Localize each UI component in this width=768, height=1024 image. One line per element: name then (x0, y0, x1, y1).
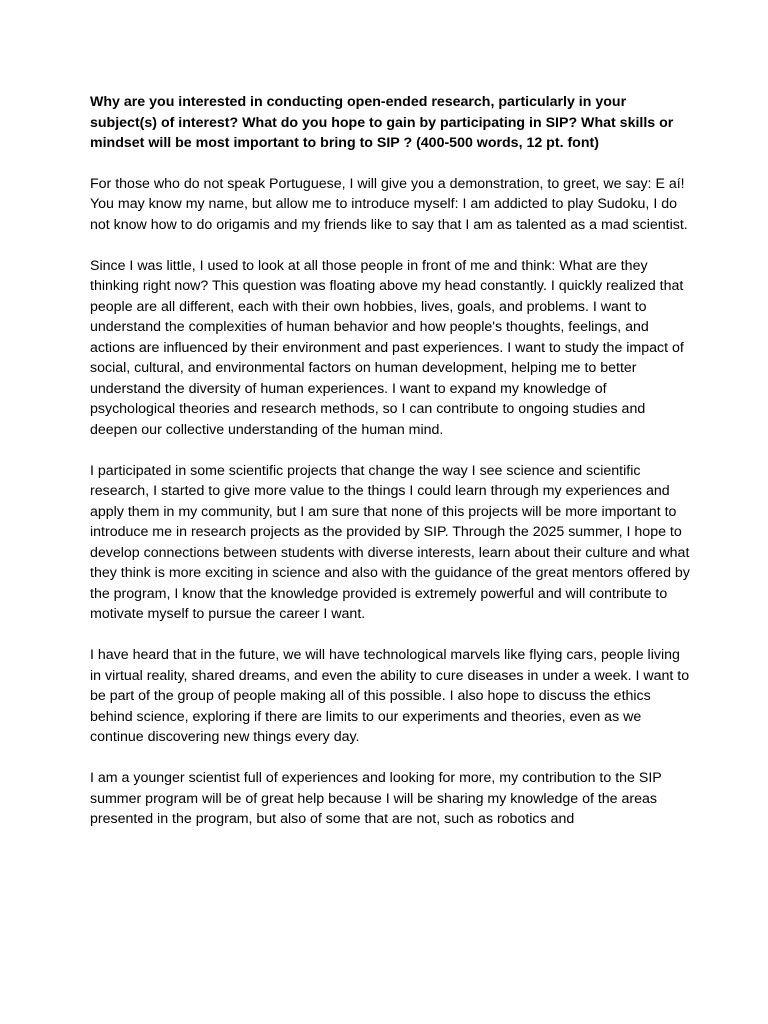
paragraph-intro: For those who do not speak Portuguese, I will give you a demonstration, to greet, we say: E aí! You may know my name, but allow me to introduce myself: I am addicted to play Sudoku, I do not know how to do origamis and my friends like to say that I am as talented as a mad scientist. (90, 175, 688, 233)
document-page (90, 92, 690, 850)
paragraph-future: I have heard that in the future, we will have technological marvels like flying cars, people living in virtual reality, shared dreams, and even the ability to cure diseases in under a week. I want to be part of the group of people making all of this possible. I also hope to discuss the ethics behind science, exploring if there are limits to our experiments and theories, even as we continue discovering new things every day. (90, 647, 690, 745)
essay-prompt: Why are you interested in conducting open-ended research, particularly in your subject(s) of interest? What do you hope to gain by participating in SIP? What skills or mindset will be most important to bring to SIP ? (400-500 words, 12 pt. font) (90, 94, 674, 151)
paragraph-contribution: I am a younger scientist full of experiences and looking for more, my contribution to the SIP summer program will be of great help because I will be sharing my knowledge of the areas presented in the program, but also of some that are not, such as robotics and (90, 770, 662, 827)
paragraph-motivation: Since I was little, I used to look at all those people in front of me and think: What are they thinking right now? This question was floating above my head constantly. I quickly realized that people are all different, each with their own hobbies, lives, goals, and problems. I want to understand the complexities of human behavior and how people's thoughts, feelings, and actions are influenced by their environment and past experiences. I want to study the impact of social, cultural, and environmental factors on human development, helping me to better understand the diversity of human experiences. I want to expand my knowledge of psychological theories and research methods, so I can contribute to ongoing studies and deepen our collective understanding of the human mind. (90, 257, 684, 438)
paragraph-experience: I participated in some scientific projects that change the way I see science and scientific research, I started to give more value to the things I could learn through my experiences and apply them in my community, but I am sure that none of this projects will be more important to introduce me in research projects as the provided by SIP. Through the 2025 summer, I hope to develop connections between students with diverse interests, learn about their culture and what they think is more exciting in science and also with the guidance of the great mentors offered by the program, I know that the knowledge provided is extremely powerful and will contribute to motivate myself to pursue the career I want. (90, 462, 690, 622)
